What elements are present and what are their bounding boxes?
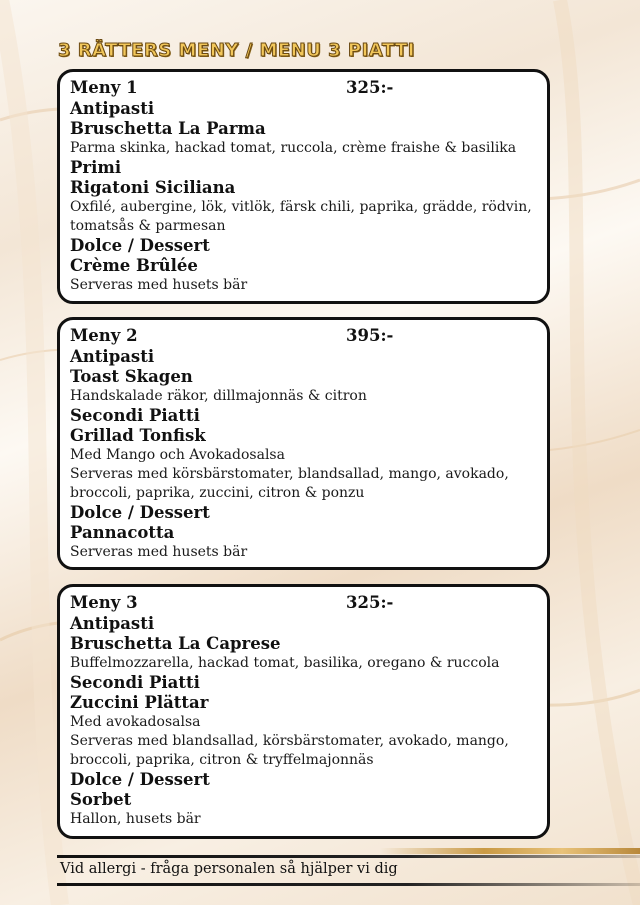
dish-description: Buffelmozzarella, hackad tomat, basilika, oregano & ruccola (70, 655, 500, 671)
dish-name: Bruschetta La Caprese (70, 634, 281, 653)
menu-price: 395:- (346, 326, 394, 345)
page-title: 3 RÄTTERS MENY / MENU 3 PIATTI (58, 40, 415, 61)
menu-header (70, 591, 537, 614)
dish-description: Med avokadosalsa (70, 714, 201, 730)
course-heading: Secondi Piatti (70, 673, 200, 692)
dish-name: Rigatoni Siciliana (70, 178, 236, 197)
menu-name: Meny 3 (70, 593, 138, 612)
dish-name: Bruschetta La Parma (70, 119, 266, 138)
dish-description: Serveras med körsbärstomater, blandsallad, mango, avokado, broccoli, paprika, zuccini, citron & ponzu (70, 466, 509, 501)
menu-card-2 (57, 317, 550, 570)
dish-name: Zuccini Plättar (70, 693, 209, 712)
gold-divider (380, 848, 640, 854)
dish-description: Hallon, husets bär (70, 811, 201, 827)
dish-description: Med Mango och Avokadosalsa (70, 447, 285, 463)
dish-description: Parma skinka, hackad tomat, ruccola, crème fraishe & basilika (70, 140, 517, 156)
dish-description: Serveras med husets bär (70, 544, 248, 560)
menu-card-3 (57, 584, 550, 839)
dish-name: Sorbet (70, 790, 132, 809)
menu-price: 325:- (346, 593, 394, 612)
course-heading: Dolce / Dessert (70, 503, 210, 522)
course-heading: Dolce / Dessert (70, 236, 210, 255)
dish-description: Serveras med blandsallad, körsbärstomater, avokado, mango, broccoli, paprika, citron & tryffelmajonnäs (70, 733, 509, 768)
course-heading: Secondi Piatti (70, 406, 200, 425)
dish-description: Serveras med husets bär (70, 277, 248, 293)
menu-name: Meny 1 (70, 78, 138, 97)
course-heading: Antipasti (70, 614, 155, 633)
dish-description: Oxfilé, aubergine, lök, vitlök, färsk chili, paprika, grädde, rödvin, tomatsås & parmesan (70, 199, 532, 234)
dish-name: Pannacotta (70, 523, 175, 542)
course-heading: Primi (70, 158, 122, 177)
menu-card-1 (57, 69, 550, 304)
dish-description: Handskalade räkor, dillmajonnäs & citron (70, 388, 367, 404)
menu-price: 325:- (346, 78, 394, 97)
menu-header (70, 76, 537, 99)
course-heading: Antipasti (70, 347, 155, 366)
allergy-note: Vid allergi - fråga personalen så hjälper vi dig (60, 861, 398, 877)
footer-bottom-rule (57, 883, 640, 886)
course-heading: Antipasti (70, 99, 155, 118)
course-heading: Dolce / Dessert (70, 770, 210, 789)
footer-top-rule (57, 855, 640, 858)
menu-header (70, 324, 537, 347)
dish-name: Grillad Tonfisk (70, 426, 206, 445)
dish-name: Toast Skagen (70, 367, 193, 386)
dish-name: Crème Brûlée (70, 256, 198, 275)
menu-name: Meny 2 (70, 326, 138, 345)
